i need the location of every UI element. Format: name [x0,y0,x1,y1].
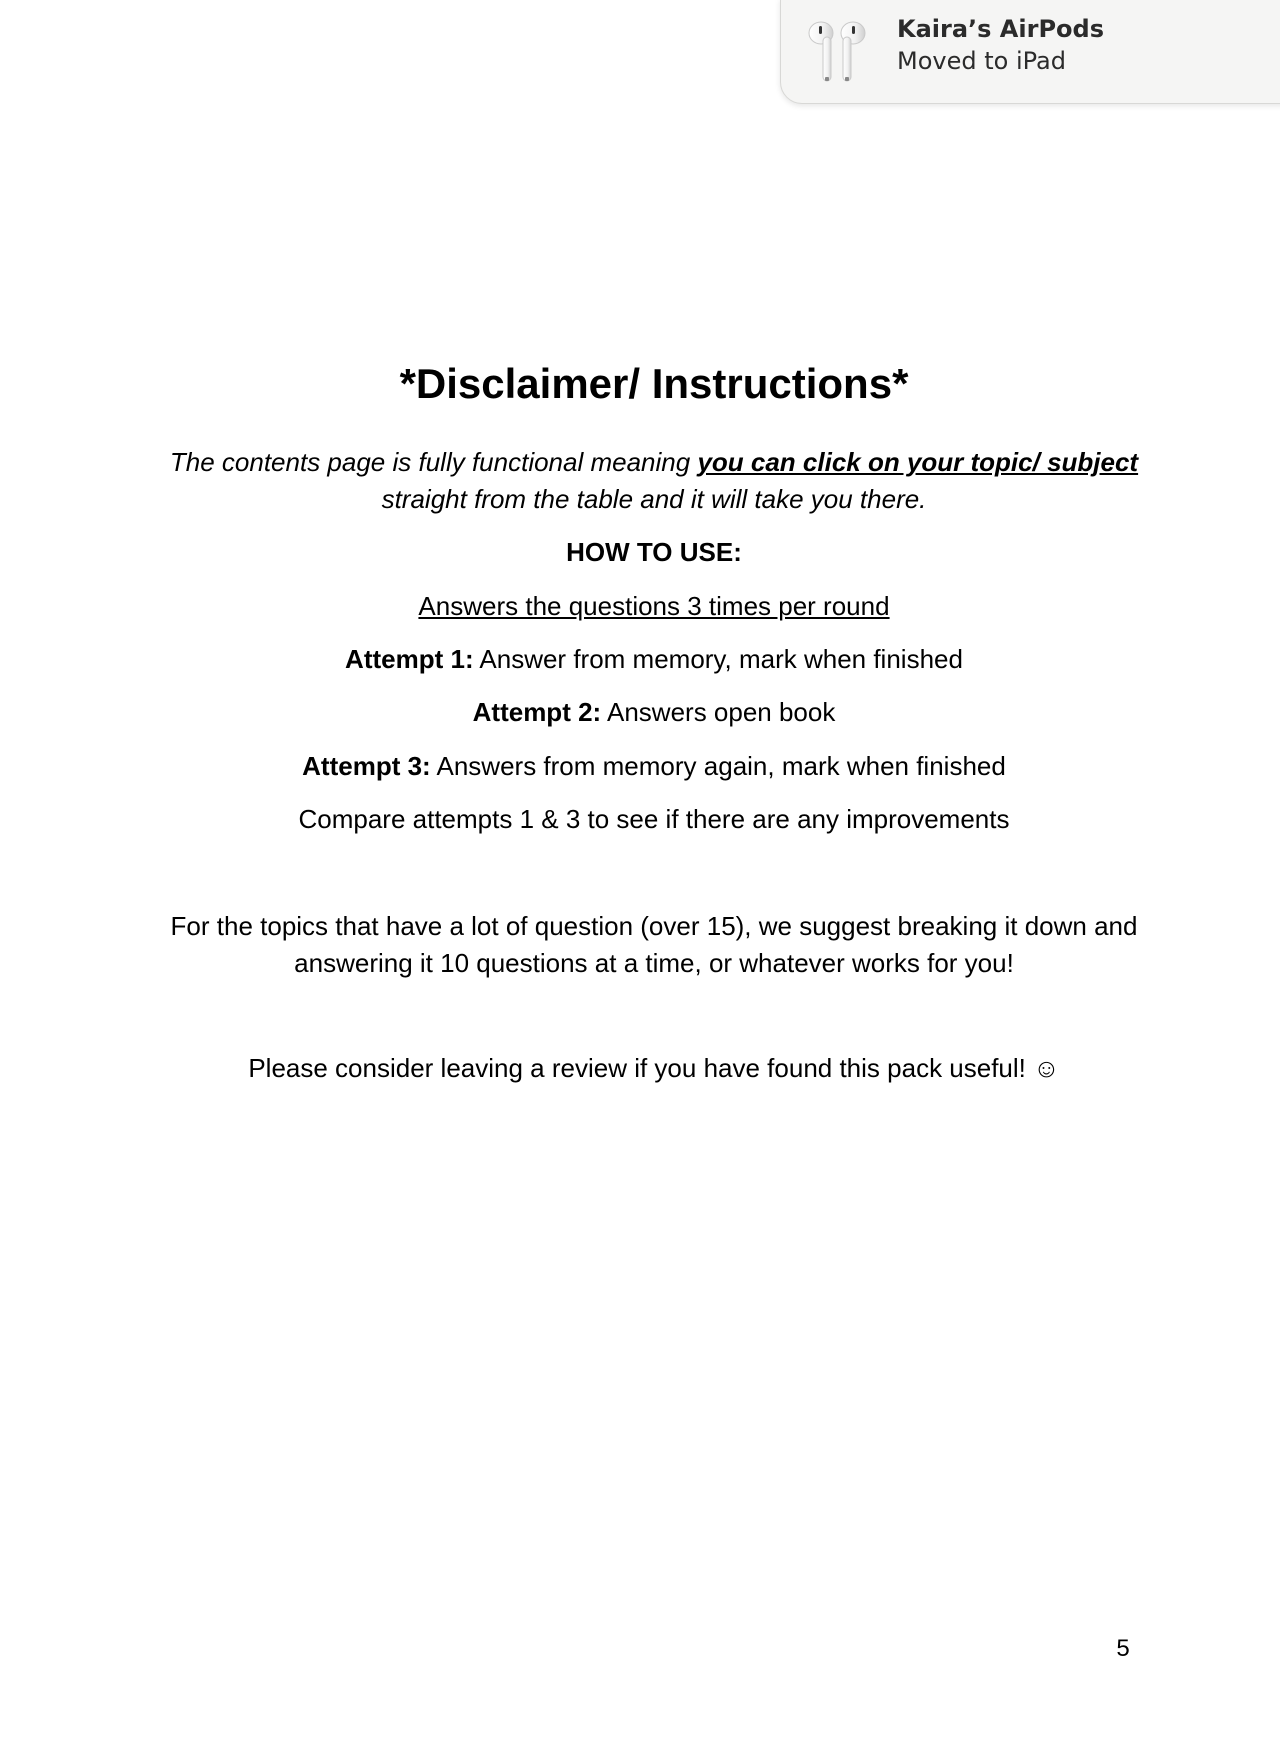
airpods-icon [799,17,875,83]
attempt-3-label: Attempt 3: [302,751,431,781]
contents-link[interactable]: you can click on your topic/ subject [697,447,1139,477]
attempt-1-label: Attempt 1: [345,644,474,674]
attempt-1-text: Answer from memory, mark when finished [473,644,963,674]
compare-text: Compare attempts 1 & 3 to see if there are any improvements [298,804,1010,834]
attempt-3-text: Answers from memory again, mark when finished [430,751,1006,781]
page-title: *Disclaimer/ Instructions* [399,360,909,408]
intro-text-before: The contents page is fully functional meaning [169,447,698,477]
notification-title: Kaira’s AirPods [897,15,1104,43]
review-request: Please consider leaving a review if you have found this pack useful! ☺ [248,1053,1060,1083]
tip-paragraph: For the topics that have a lot of question (over 15), we suggest breaking it down and answering it 10 questions at a time, or whatever works for you! [170,911,1138,978]
intro-text-after: straight from the table and it will take you there. [381,484,927,514]
intro-paragraph [150,444,1158,518]
attempt-3 [150,748,1158,785]
attempt-1 [150,641,1158,678]
how-to-use-heading: HOW TO USE: [566,537,742,567]
attempt-2 [150,694,1158,731]
notification-subtitle: Moved to iPad [897,47,1066,75]
attempt-2-label: Attempt 2: [472,697,602,727]
page-number: 5 [1116,1635,1130,1662]
rule-text: Answers the questions 3 times per round [418,591,890,621]
attempt-2-text: Answers open book [601,697,836,727]
airpods-notification[interactable] [780,0,1280,104]
